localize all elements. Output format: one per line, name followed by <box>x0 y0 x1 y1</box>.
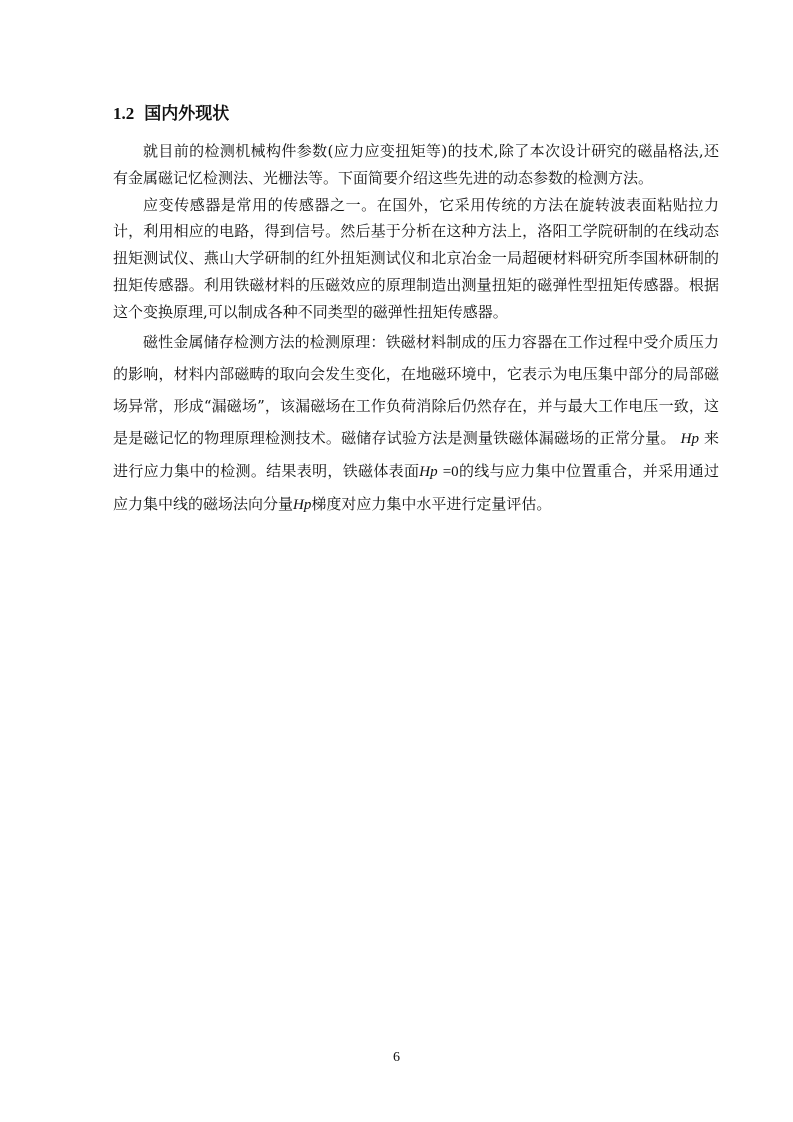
paragraph-methods-overview: 就目前的检测机械构件参数(应力应变扭矩等)的技术,除了本次设计研究的磁晶格法,还有金属磁记忆检测法、光栅法等。下面简要介绍这些先进的动态参数的检测方法。 <box>113 142 719 187</box>
magnetic-memory-text-3: 的线与应力集中位置重合，并采用通过应力集中线的磁场法向分量 <box>113 461 719 513</box>
page-number: 6 <box>393 1050 400 1065</box>
section-number: 1.2 <box>113 104 135 123</box>
paragraph-magnetic-memory <box>113 326 719 521</box>
hp-equals-zero: =0 <box>442 463 459 480</box>
section-heading <box>113 101 229 127</box>
magnetic-memory-text-4: 梯度对应力集中水平进行定量评估。 <box>311 494 552 513</box>
hp-symbol: Hp <box>419 463 438 480</box>
paragraph-strain-sensors: 应变传感器是常用的传感器之一。在国外，它采用传统的方法在旋转波表面粘贴拉力计，利用相应的电路，得到信号。然后基于分析在这种方法上，洛阳工学院研制的在线动态扭矩测试仪、燕山大学研制的红外扭矩测试仪和北京冶金一局超硬材料研究所李国林研制的扭矩传感器。利用铁磁材料的压磁效应的原理制造出测量扭矩的磁弹性型扭矩传感器。根据这个变换原理,可以制成各种不同类型的磁弹性扭矩传感器。 <box>113 195 719 321</box>
hp-symbol: Hp <box>293 496 312 513</box>
magnetic-memory-text-2: 来进行应力集中的检测。结果表明，铁磁体表面 <box>113 428 719 480</box>
hp-symbol: Hp <box>680 430 699 447</box>
section-title: 国内外现状 <box>144 104 230 124</box>
magnetic-memory-text-1: 磁性金属储存检测方法的检测原理：铁磁材料制成的压力容器在工作过程中受介质压力的影响，材料内部磁畴的取向会发生变化，在地磁环境中，它表示为电压集中部分的局部磁场异常，形成“漏磁场”，该漏磁场在工作负荷消除后仍然存在，并与最大工作电压一致，这是是磁记忆的物理原理检测技术。磁储存试验方法是测量铁磁体漏磁场的正常分量。 <box>113 332 719 447</box>
body-text <box>113 138 719 521</box>
